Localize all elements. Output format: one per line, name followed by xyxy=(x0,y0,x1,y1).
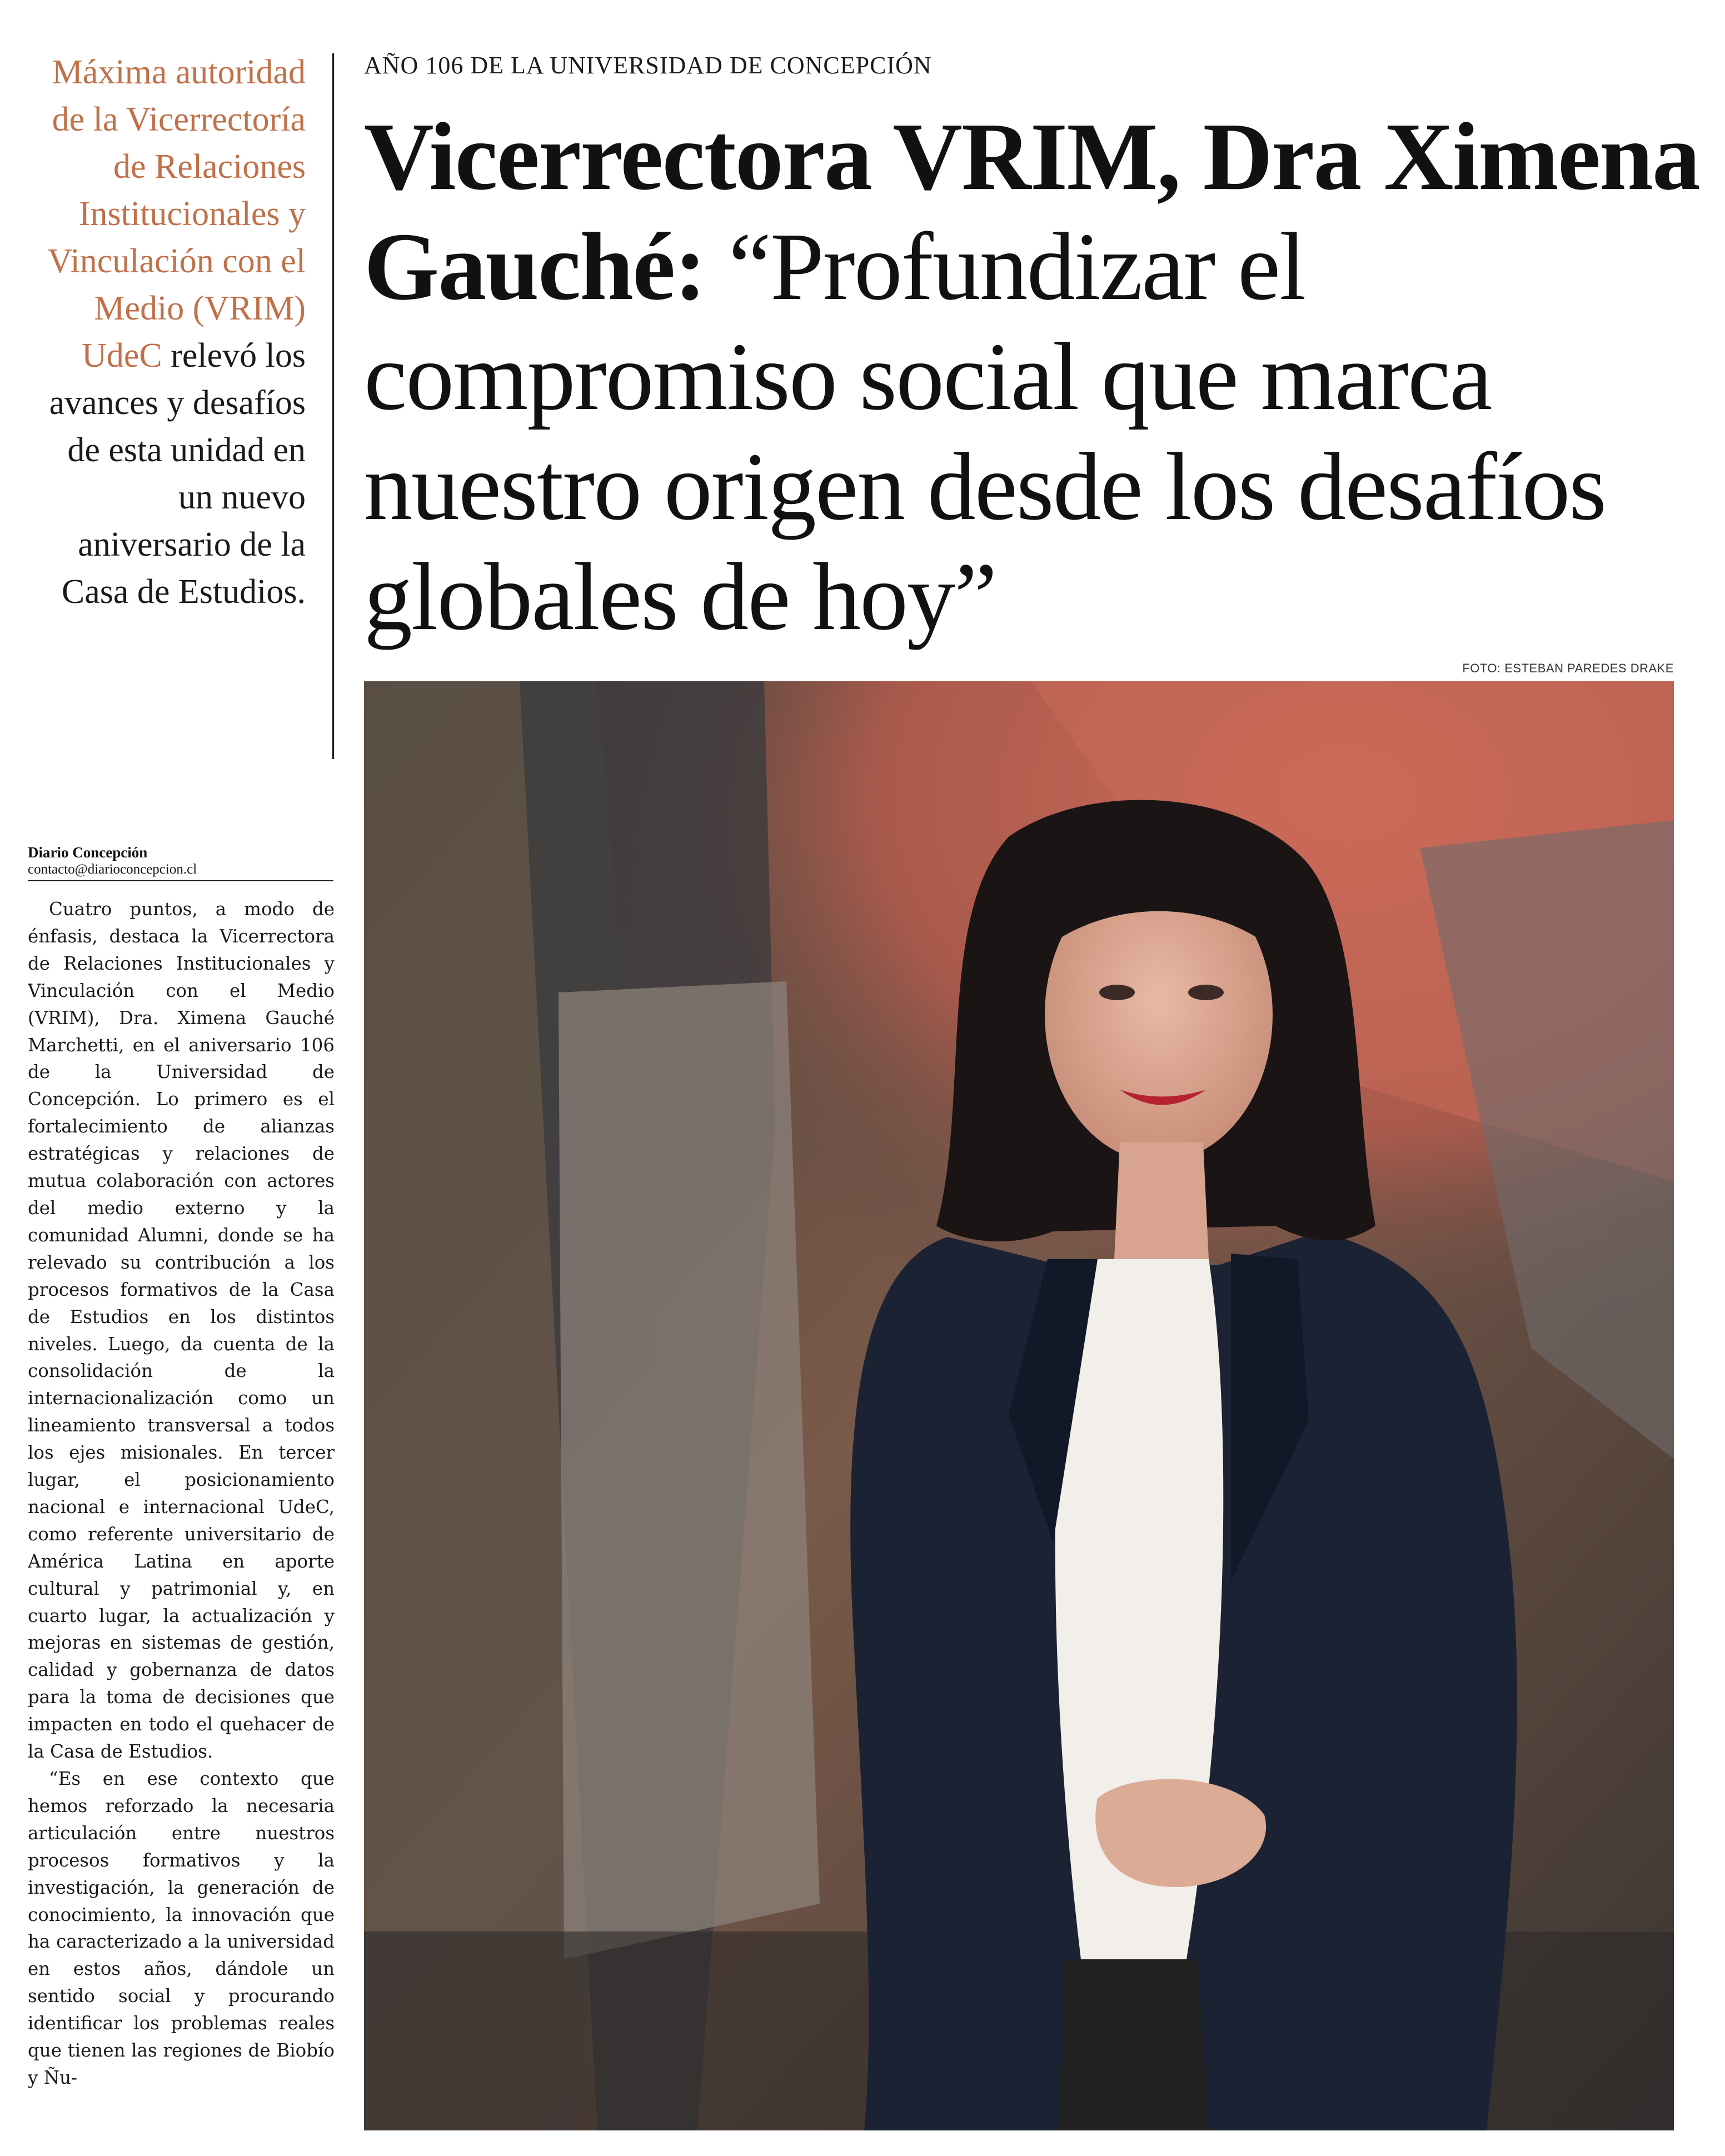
headline-quote: “Profundizar el compromiso social que marca nuestro origen desde los desafíos globales de hoy” xyxy=(364,213,1606,650)
photo-credit: FOTO: ESTEBAN PAREDES DRAKE xyxy=(1462,661,1674,675)
column-divider xyxy=(332,53,334,759)
portrait-photo xyxy=(364,681,1674,2130)
lede-rest: relevó los avances y desafíos de esta unidad en un nuevo aniversario de la Casa de Estudios. xyxy=(49,337,306,611)
headline-bold: Vicerrectora VRIM, Dra Ximena Gauché: xyxy=(364,103,1699,320)
body-paragraph-1: Cuatro puntos, a modo de énfasis, destaca la Vicerrectora de Relaciones Institucionales y Vinculación con el Medio (VRIM), Dra. Ximena Gauché Marchetti, en el aniversario 106 de la Universidad de Concepción. Lo primero es el fortalecimiento de alianzas estratégicas y relaciones de mutua colaboración con actores del medio externo y la comunidad Alumni, donde se ha relevado su contribución a los procesos formativos de la Casa de Estudios en los distintos niveles. Luego, da cuenta de la consolidación de la internacionalización como un lineamiento transversal a todos los ejes misionales. En tercer lugar, el posicionamiento nacional e internacional UdeC, como referente universitario de América Latina en aporte cultural y patrimonial y, en cuarto lugar, la actualización y mejoras en sistemas de gestión, calidad y gobernanza de datos para la toma de decisiones que impacten en todo el quehacer de la Casa de Estudios. xyxy=(28,899,335,1763)
byline-name: Diario Concepción xyxy=(28,844,148,861)
byline xyxy=(28,844,333,881)
byline-rule xyxy=(28,880,333,881)
lede-summary xyxy=(33,49,306,616)
headline xyxy=(364,102,1709,652)
article-body xyxy=(28,896,335,2140)
section-kicker: AÑO 106 DE LA UNIVERSIDAD DE CONCEPCIÓN xyxy=(364,52,932,79)
body-paragraph-2: “Es en ese contexto que hemos reforzado la necesaria articulación entre nuestros procesos formativos y la investigación, la generación de conocimiento, la innovación que ha caracterizado a la universidad en estos años, dándole un sentido social y procurando identificar los problemas reales que tienen las regiones de Biobío y Ñu- xyxy=(28,1768,335,2088)
byline-email[interactable]: contacto@diarioconcepcion.cl xyxy=(28,862,197,877)
lede-accent: Máxima autoridad de la Vicerrectoría de Relaciones Institucionales y Vinculación con el Medio (VRIM) UdeC xyxy=(47,53,306,375)
